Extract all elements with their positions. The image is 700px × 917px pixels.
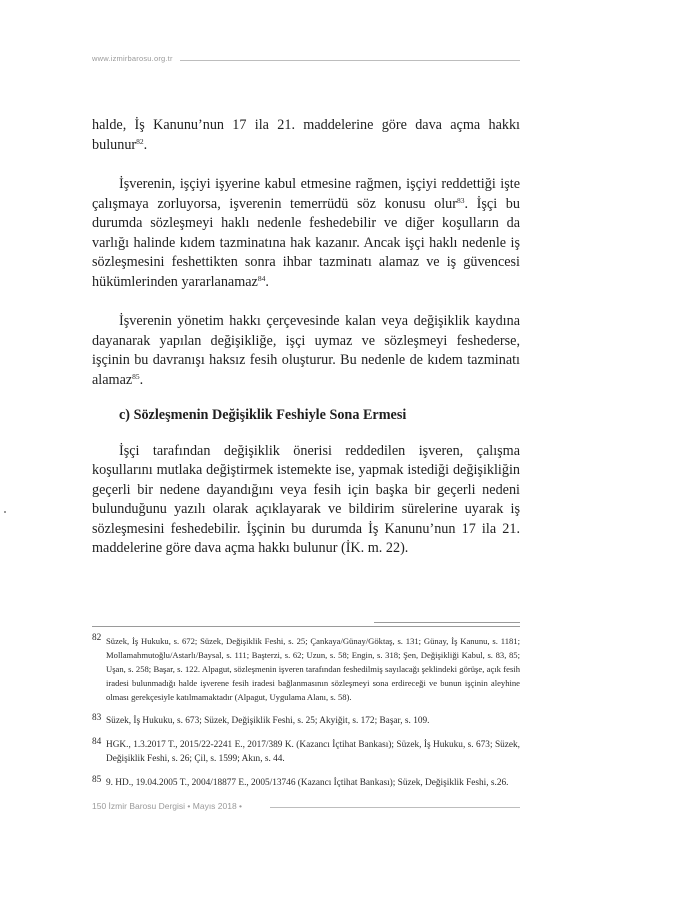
margin-mark: [4, 511, 6, 513]
footer-text: 150 İzmir Barosu Dergisi • Mayıs 2018 •: [92, 801, 243, 811]
footnote-separator: [92, 626, 520, 627]
footnote-ref[interactable]: 85: [132, 371, 140, 381]
header-url: www.izmirbarosu.org.tr: [92, 54, 173, 63]
footnote-ref[interactable]: 84: [257, 273, 266, 283]
footnotes: [92, 634, 520, 800]
footer-rule: [270, 807, 520, 808]
footnote-text: 9. HD., 19.04.2005 T., 2004/18877 E., 2005/13746 (Kazancı İçtihat Bankası); Süzek, Değişiklik Feshi, s.26.: [106, 778, 509, 788]
footnote-text: Süzek, İş Hukuku, s. 673; Süzek, Değişiklik Feshi, s. 25; Akyiğit, s. 172; Başar, s. 109.: [106, 716, 430, 726]
footnote: [92, 714, 520, 728]
footnote-number: 85: [92, 775, 102, 785]
footnote-number: 83: [92, 713, 102, 723]
paragraph: İşverenin yönetim hakkı çerçevesinde kalan veya değişiklik kaydına dayanarak yapılan değişikliğe, işçi uymaz ve sözleşmeyi feshederse, işçinin bu davranışı haksız fesih oluşturur. Bu nedenle de kıdem tazminatı alamaz$^{85}$.: [92, 313, 520, 388]
main-text: [92, 116, 520, 559]
footnote: [92, 738, 520, 766]
footnote-number: 84: [92, 737, 102, 747]
footnote-ref[interactable]: 82: [136, 136, 144, 146]
footnote-text: Süzek, İş Hukuku, s. 672; Süzek, Değişiklik Feshi, s. 25; Çankaya/Günay/Göktaş, s. 131; Günay, İş Kanunu, s. 1181; Mollamahmutoğlu/Astarlı/Baysal, s. 111; Başterzi, s. 62; Uzun, s. 58; Engin, s. 318; Şen, Değişikliği Kabul, s. 83, 85; Uşan, s. 258; Başar, s. 122. Alpagut, sözleşmenin işveren tarafından feshedilmiş sayılacağı şeklindeki görüşe, açık fesih iradesi bulunmadığı halde işverene fesih iradesi bağlanmasının sözleşmeyi sona erdireceği ve bunun işçinin aleyhine olması gerekçesiyle katılmamaktadır (Alpagut, Uygulama Alanı, s. 58).: [106, 636, 520, 702]
footnote: [92, 634, 520, 704]
section-heading: c) Sözleşmenin Değişiklik Feshiyle Sona Ermesi: [119, 407, 407, 423]
footnote-ref[interactable]: 83: [457, 195, 465, 205]
header-rule: [180, 60, 520, 61]
footnote: [92, 776, 520, 790]
footnote-text: HGK., 1.3.2017 T., 2015/22-2241 E., 2017/389 K. (Kazancı İçtihat Bankası); Süzek, İş Hukuku, s. 673; Süzek, Değişiklik Feshi, s. 26; Çil, s. 1599; Akın, s. 44.: [106, 740, 520, 764]
paragraph: İşverenin, işçiyi işyerine kabul etmesine rağmen, işçiyi reddettiği işte çalışmaya zorluyorsa, işverenin temerrüdü söz konusu olur$^{83}$. İşçi bu durumda sözleşmeyi haklı nedenle feshedebilir ve diğer koşulların da varlığı halinde kıdem tazminatına hak kazanır. Ancak işçi haklı nedenle iş sözleşmesini feshettikten sonra ihbar tazminatı alamaz ve iş güvencesi hükümlerinden yararlanamaz$^{84}$.: [92, 176, 520, 290]
paragraph: halde, İş Kanunu’nun 17 ila 21. maddelerine göre dava açma hakkı bulunur$^{82}$.: [92, 117, 520, 153]
footnote-number: 82: [92, 633, 102, 643]
paragraph: İşçi tarafından değişiklik önerisi reddedilen işveren, çalışma koşullarını mutlaka değiştirmek istemekte ise, yapmak istediği değişikliğin geçerli bir nedene dayandığını veya fesih için başka bir geçerli nedeni bulunduğunu yazılı olarak açıklayarak ve bildirim sürelerine uyarak iş sözleşmesini feshedebilir. İşçinin bu durumda İş Kanunu’nun 17 ila 21. maddelerine göre dava açma hakkı bulunur (İK. m. 22).: [92, 442, 520, 556]
